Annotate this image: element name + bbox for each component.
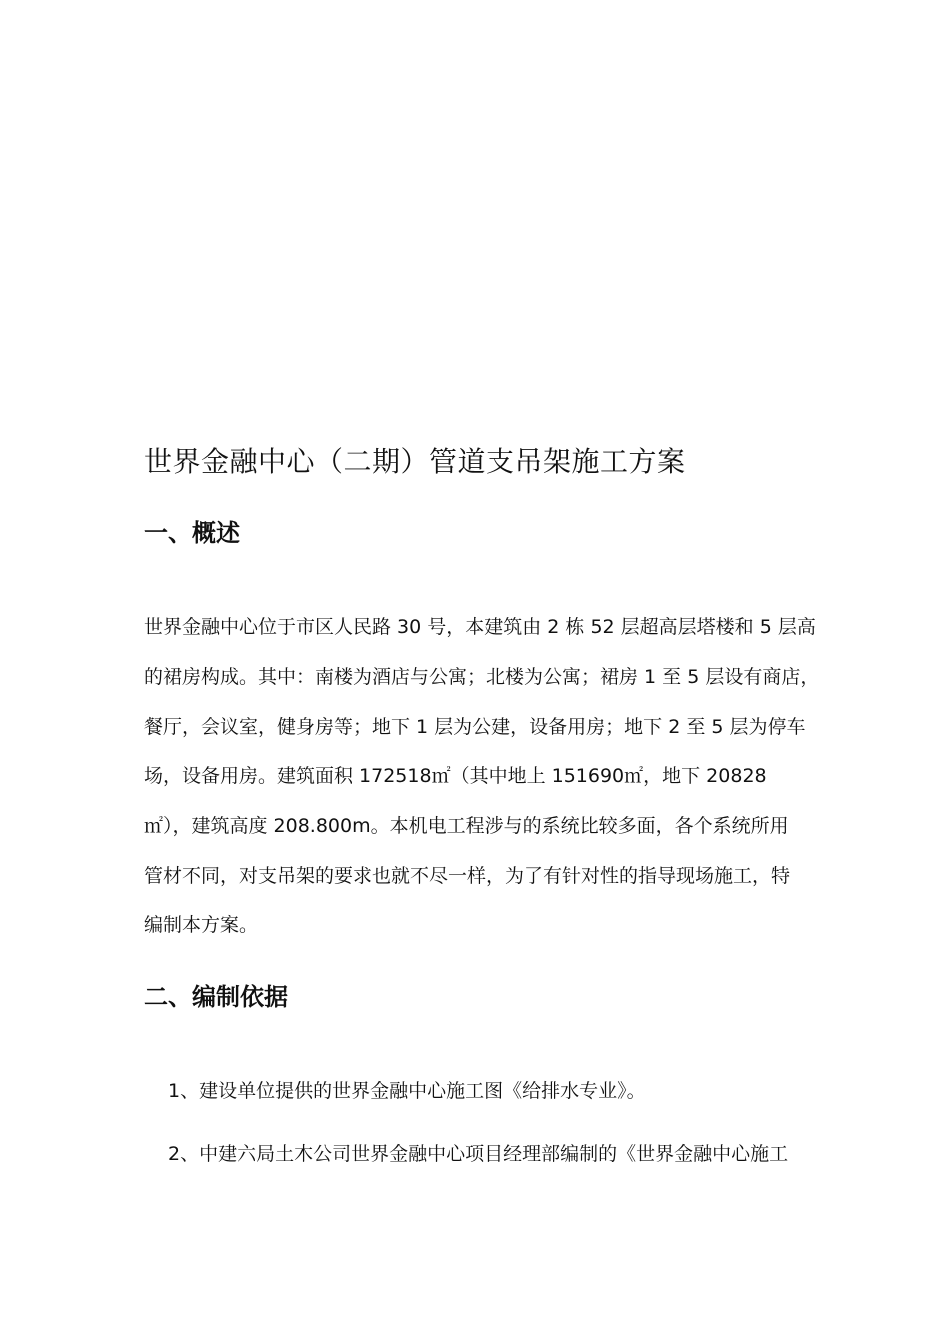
paragraph-line: 管材不同，对支吊架的要求也就不尽一样，为了有针对性的指导现场施工，特: [144, 865, 791, 887]
list-item: 1、建设单位提供的世界金融中心施工图《给排水专业》。: [168, 1080, 646, 1102]
paragraph-line: 场，设备用房。建筑面积 172518㎡（其中地上 151690㎡，地下 20828: [144, 765, 767, 787]
section-heading-basis: 二、编制依据: [144, 983, 288, 1011]
document-title: 世界金融中心（二期）管道支吊架施工方案: [144, 445, 686, 478]
paragraph-line: ㎡），建筑高度 208.800m。本机电工程涉与的系统比较多面，各个系统所用: [144, 815, 789, 837]
paragraph-line: 世界金融中心位于市区人民路 30 号，本建筑由 2 栋 52 层超高层塔楼和 5 层高: [144, 616, 816, 638]
paragraph-line: 编制本方案。: [144, 914, 259, 936]
section-heading-overview: 一、概述: [144, 519, 240, 547]
paragraph-line: 餐厅，会议室，健身房等；地下 1 层为公建，设备用房；地下 2 至 5 层为停车: [144, 716, 806, 738]
list-item: 2、中建六局土木公司世界金融中心项目经理部编制的《世界金融中心施工: [168, 1143, 789, 1165]
paragraph-line: 的裙房构成。其中：南楼为酒店与公寓；北楼为公寓；裙房 1 至 5 层设有商店，: [144, 666, 820, 688]
